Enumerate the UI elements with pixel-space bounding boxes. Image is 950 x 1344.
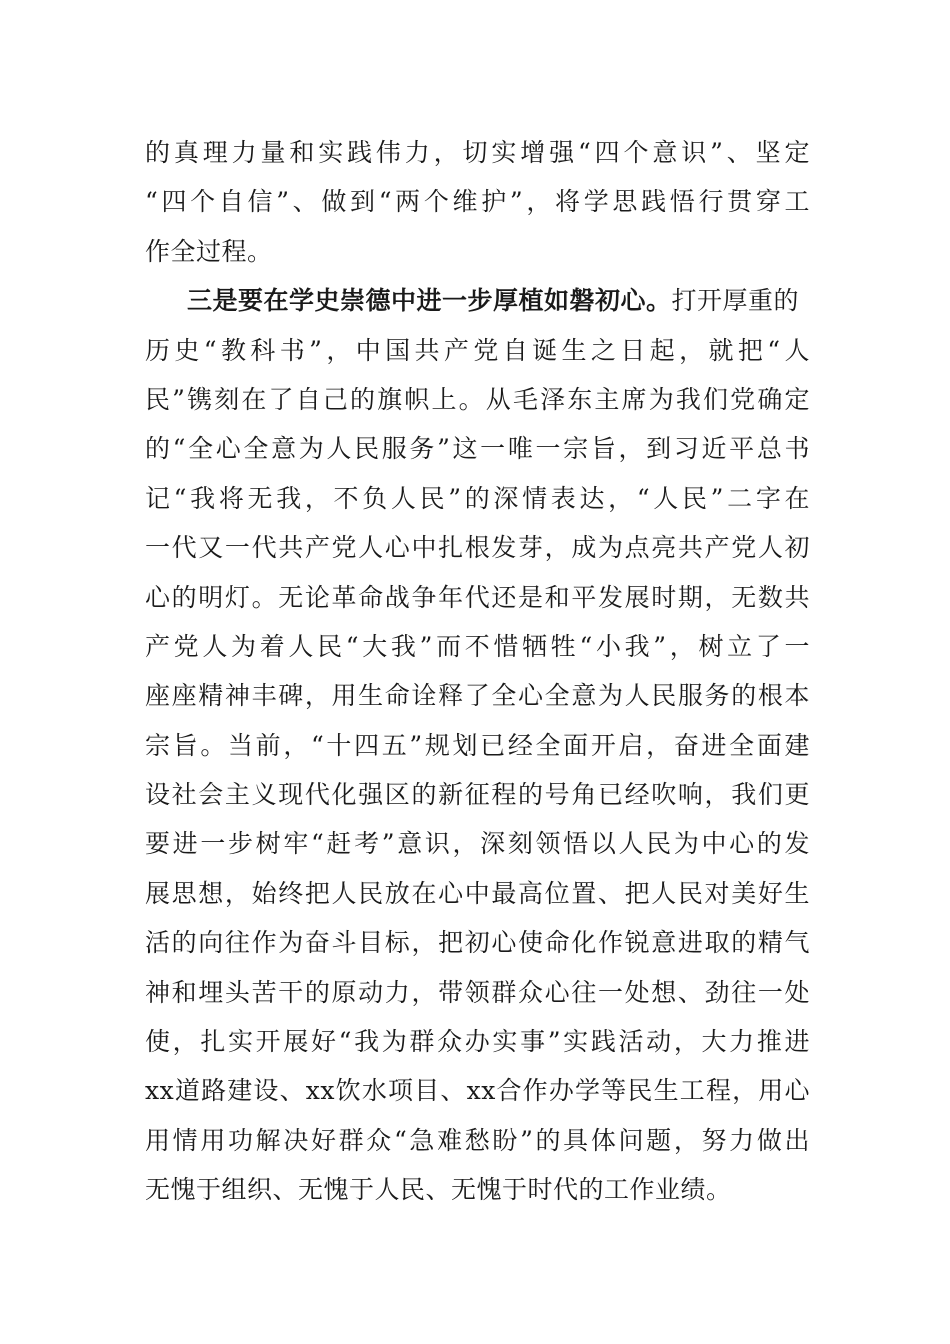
text-line: 要进一步树牢“赶考”意识，深刻领悟以人民为中心的发 <box>145 829 810 859</box>
text-line: 活的向往作为奋斗目标，把初心使命化作锐意进取的精气 <box>145 928 810 958</box>
text-line: 一代又一代共产党人心中扎根发芽，成为点亮共产党人初 <box>145 533 810 563</box>
text-line: 宗旨。当前，“十四五”规划已经全面开启，奋进全面建 <box>145 730 810 760</box>
text-line: xx道路建设、xx饮水项目、xx合作办学等民生工程，用心 <box>145 1076 810 1106</box>
text-line: 展思想，始终把人民放在心中最高位置、把人民对美好生 <box>145 878 810 908</box>
paragraph-lead-line <box>145 276 810 325</box>
text-line: 记“我将无我，不负人民”的深情表达，“人民”二字在 <box>145 483 810 513</box>
text-line: 神和埋头苦干的原动力，带领群众心往一处想、劲往一处 <box>145 977 810 1007</box>
text-line: 作全过程。 <box>145 236 273 266</box>
text-line: 座座精神丰碑，用生命诠释了全心全意为人民服务的根本 <box>145 681 810 711</box>
text-line: 产党人为着人民“大我”而不惜牺牲“小我”，树立了一 <box>145 631 810 661</box>
text-line: 历史“教科书”，中国共产党自诞生之日起，就把“人 <box>145 335 810 365</box>
text-line: 设社会主义现代化强区的新征程的号角已经吹响，我们更 <box>145 780 810 810</box>
paragraph-lead-text: 打开厚重的 <box>671 286 800 316</box>
paragraph-heading: 三是要在学史崇德中进一步厚植如磐初心。 <box>187 286 672 316</box>
text-line: 民”镌刻在了自己的旗帜上。从毛泽东主席为我们党确定 <box>145 384 810 414</box>
text-line: 的真理力量和实践伟力，切实增强“四个意识”、坚定 <box>145 138 810 167</box>
paragraph-2 <box>145 276 810 1214</box>
text-line: 无愧于组织、无愧于人民、无愧于时代的工作业绩。 <box>145 1175 732 1205</box>
text-line: 心的明灯。无论革命战争年代还是和平发展时期，无数共 <box>145 582 810 612</box>
text-line: 的“全心全意为人民服务”这一唯一宗旨，到习近平总书 <box>145 434 810 464</box>
text-line: 使，扎实开展好“我为群众办实事”实践活动，大力推进 <box>145 1027 810 1057</box>
paragraph-1 <box>145 128 810 276</box>
text-line: “四个自信”、做到“两个维护”，将学思践悟行贯穿工 <box>145 187 810 217</box>
text-line: 用情用功解决好群众“急难愁盼”的具体问题，努力做出 <box>145 1125 810 1155</box>
body-text <box>145 128 810 1215</box>
